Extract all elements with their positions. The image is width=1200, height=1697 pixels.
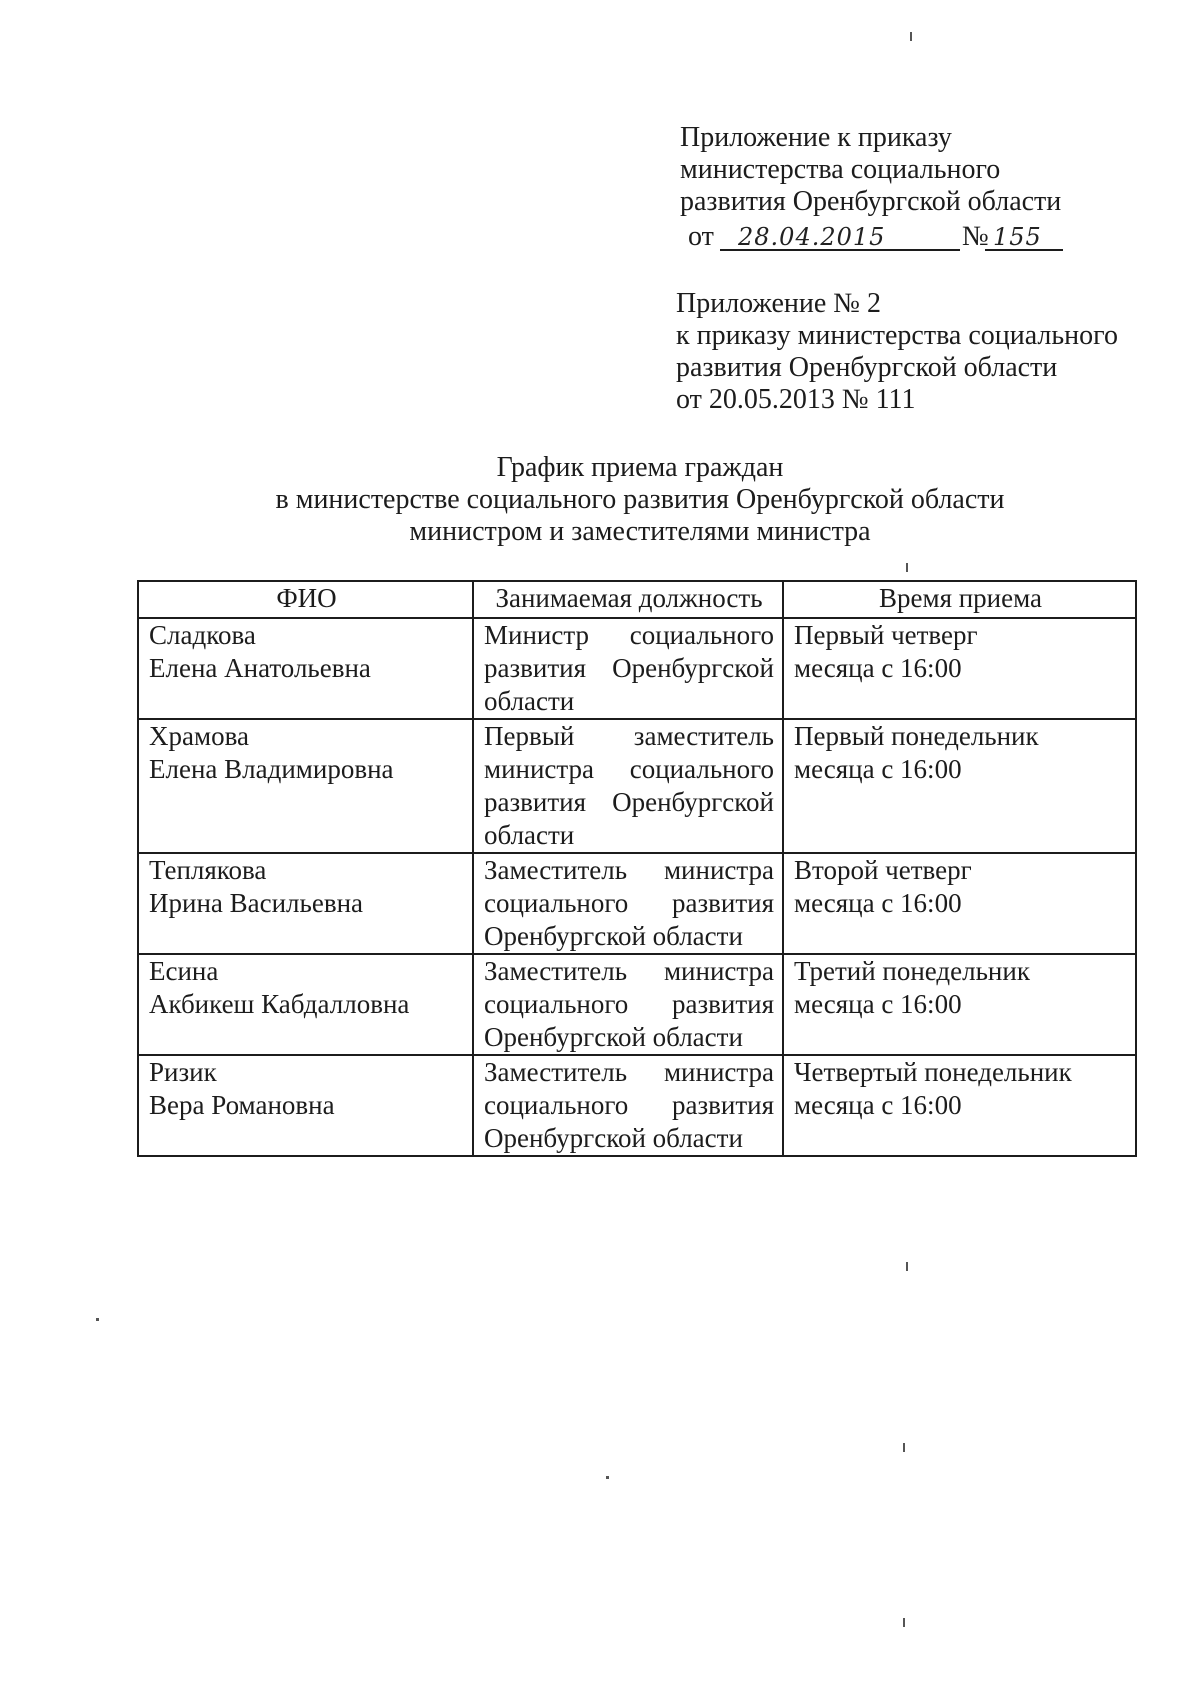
time-line: Первый четверг — [794, 620, 978, 650]
position-line: социального развития — [484, 989, 774, 1019]
cell-time — [783, 954, 1136, 1055]
cell-position — [473, 618, 783, 719]
cell-time — [783, 719, 1136, 853]
table-header-row — [138, 581, 1136, 618]
cell-name — [138, 1055, 473, 1156]
cell-name — [138, 954, 473, 1055]
cell-time — [783, 618, 1136, 719]
time-line: Четвертый понедельник — [794, 1057, 1072, 1087]
time-line: месяца с 16:00 — [794, 653, 962, 683]
position-line: области — [484, 686, 575, 716]
given-names: Елена Владимировна — [149, 754, 394, 784]
cell-position — [473, 719, 783, 853]
scan-speck — [96, 1318, 99, 1321]
appendix-2-line: к приказу министерства социального — [676, 320, 1118, 351]
scan-speck — [606, 1476, 609, 1479]
given-names: Вера Романовна — [149, 1090, 335, 1120]
time-line: Третий понедельник — [794, 956, 1030, 986]
position-line: Заместитель министра — [484, 956, 774, 986]
scan-speck — [903, 1618, 905, 1627]
time-line: месяца с 16:00 — [794, 754, 962, 784]
cell-time — [783, 853, 1136, 954]
position-line: области — [484, 820, 575, 850]
position-line: социального развития — [484, 1090, 774, 1120]
cell-time — [783, 1055, 1136, 1156]
time-line: месяца с 16:00 — [794, 1090, 962, 1120]
surname: Теплякова — [149, 855, 267, 885]
position-line: Оренбургской области — [484, 921, 743, 951]
surname: Сладкова — [149, 620, 256, 650]
handwritten-order-date: 28.04.2015 — [720, 221, 960, 251]
order-reference-row — [680, 221, 1061, 253]
header-fio: ФИО — [138, 581, 473, 618]
cell-position — [473, 954, 783, 1055]
position-line: Оренбургской области — [484, 1123, 743, 1153]
scan-speck — [910, 32, 912, 41]
appendix-line: развития Оренбургской области — [680, 186, 1062, 217]
scan-speck — [906, 563, 908, 572]
cell-position — [473, 1055, 783, 1156]
appendix-line: Приложение к приказу — [680, 122, 952, 153]
appendix-2-line: Приложение № 2 — [676, 288, 881, 319]
scan-speck — [906, 1262, 908, 1271]
time-line: месяца с 16:00 — [794, 888, 962, 918]
given-names: Ирина Васильевна — [149, 888, 364, 918]
title-line: министром и заместителями министра — [409, 516, 871, 547]
surname: Ризик — [149, 1057, 217, 1087]
time-line: месяца с 16:00 — [794, 989, 962, 1019]
position-line: Министр социального — [484, 620, 774, 650]
table-row — [138, 1055, 1136, 1156]
time-line: Второй четверг — [794, 855, 972, 885]
cell-position — [473, 853, 783, 954]
position-line: развития Оренбургской — [484, 787, 774, 817]
header-position: Занимаемая должность — [473, 581, 783, 618]
appendix-2-line: от 20.05.2013 № 111 — [676, 384, 916, 415]
position-line: Первый заместитель — [484, 721, 774, 751]
given-names: Акбикеш Кабдалловна — [149, 989, 410, 1019]
position-line: развития Оренбургской — [484, 653, 774, 683]
cell-name — [138, 618, 473, 719]
handwritten-order-number: 155 — [985, 221, 1063, 251]
table-row — [138, 853, 1136, 954]
appendix-line: министерства социального — [680, 154, 1001, 185]
table-row — [138, 618, 1136, 719]
surname: Есина — [149, 956, 219, 986]
cell-name — [138, 719, 473, 853]
position-line: Оренбургской области — [484, 1022, 743, 1052]
surname: Храмова — [149, 721, 249, 751]
position-line: социального развития — [484, 888, 774, 918]
position-line: Заместитель министра — [484, 1057, 774, 1087]
position-line: министра социального — [484, 754, 774, 784]
order-number-label: № — [962, 221, 989, 252]
document-title — [150, 452, 1130, 548]
table-row — [138, 954, 1136, 1055]
table-row — [138, 719, 1136, 853]
reception-schedule-table — [137, 580, 1137, 1157]
appendix-2-header — [676, 288, 1118, 416]
position-line: Заместитель министра — [484, 855, 774, 885]
time-line: Первый понедельник — [794, 721, 1039, 751]
title-line: в министерстве социального развития Оренбургской области — [275, 484, 1005, 515]
scan-speck — [903, 1443, 905, 1452]
appendix-to-order-header — [680, 122, 1061, 253]
header-time: Время приема — [783, 581, 1136, 618]
order-from-label: от — [688, 221, 714, 252]
given-names: Елена Анатольевна — [149, 653, 371, 683]
title-line: График приема граждан — [496, 452, 784, 483]
appendix-2-line: развития Оренбургской области — [676, 352, 1058, 383]
cell-name — [138, 853, 473, 954]
